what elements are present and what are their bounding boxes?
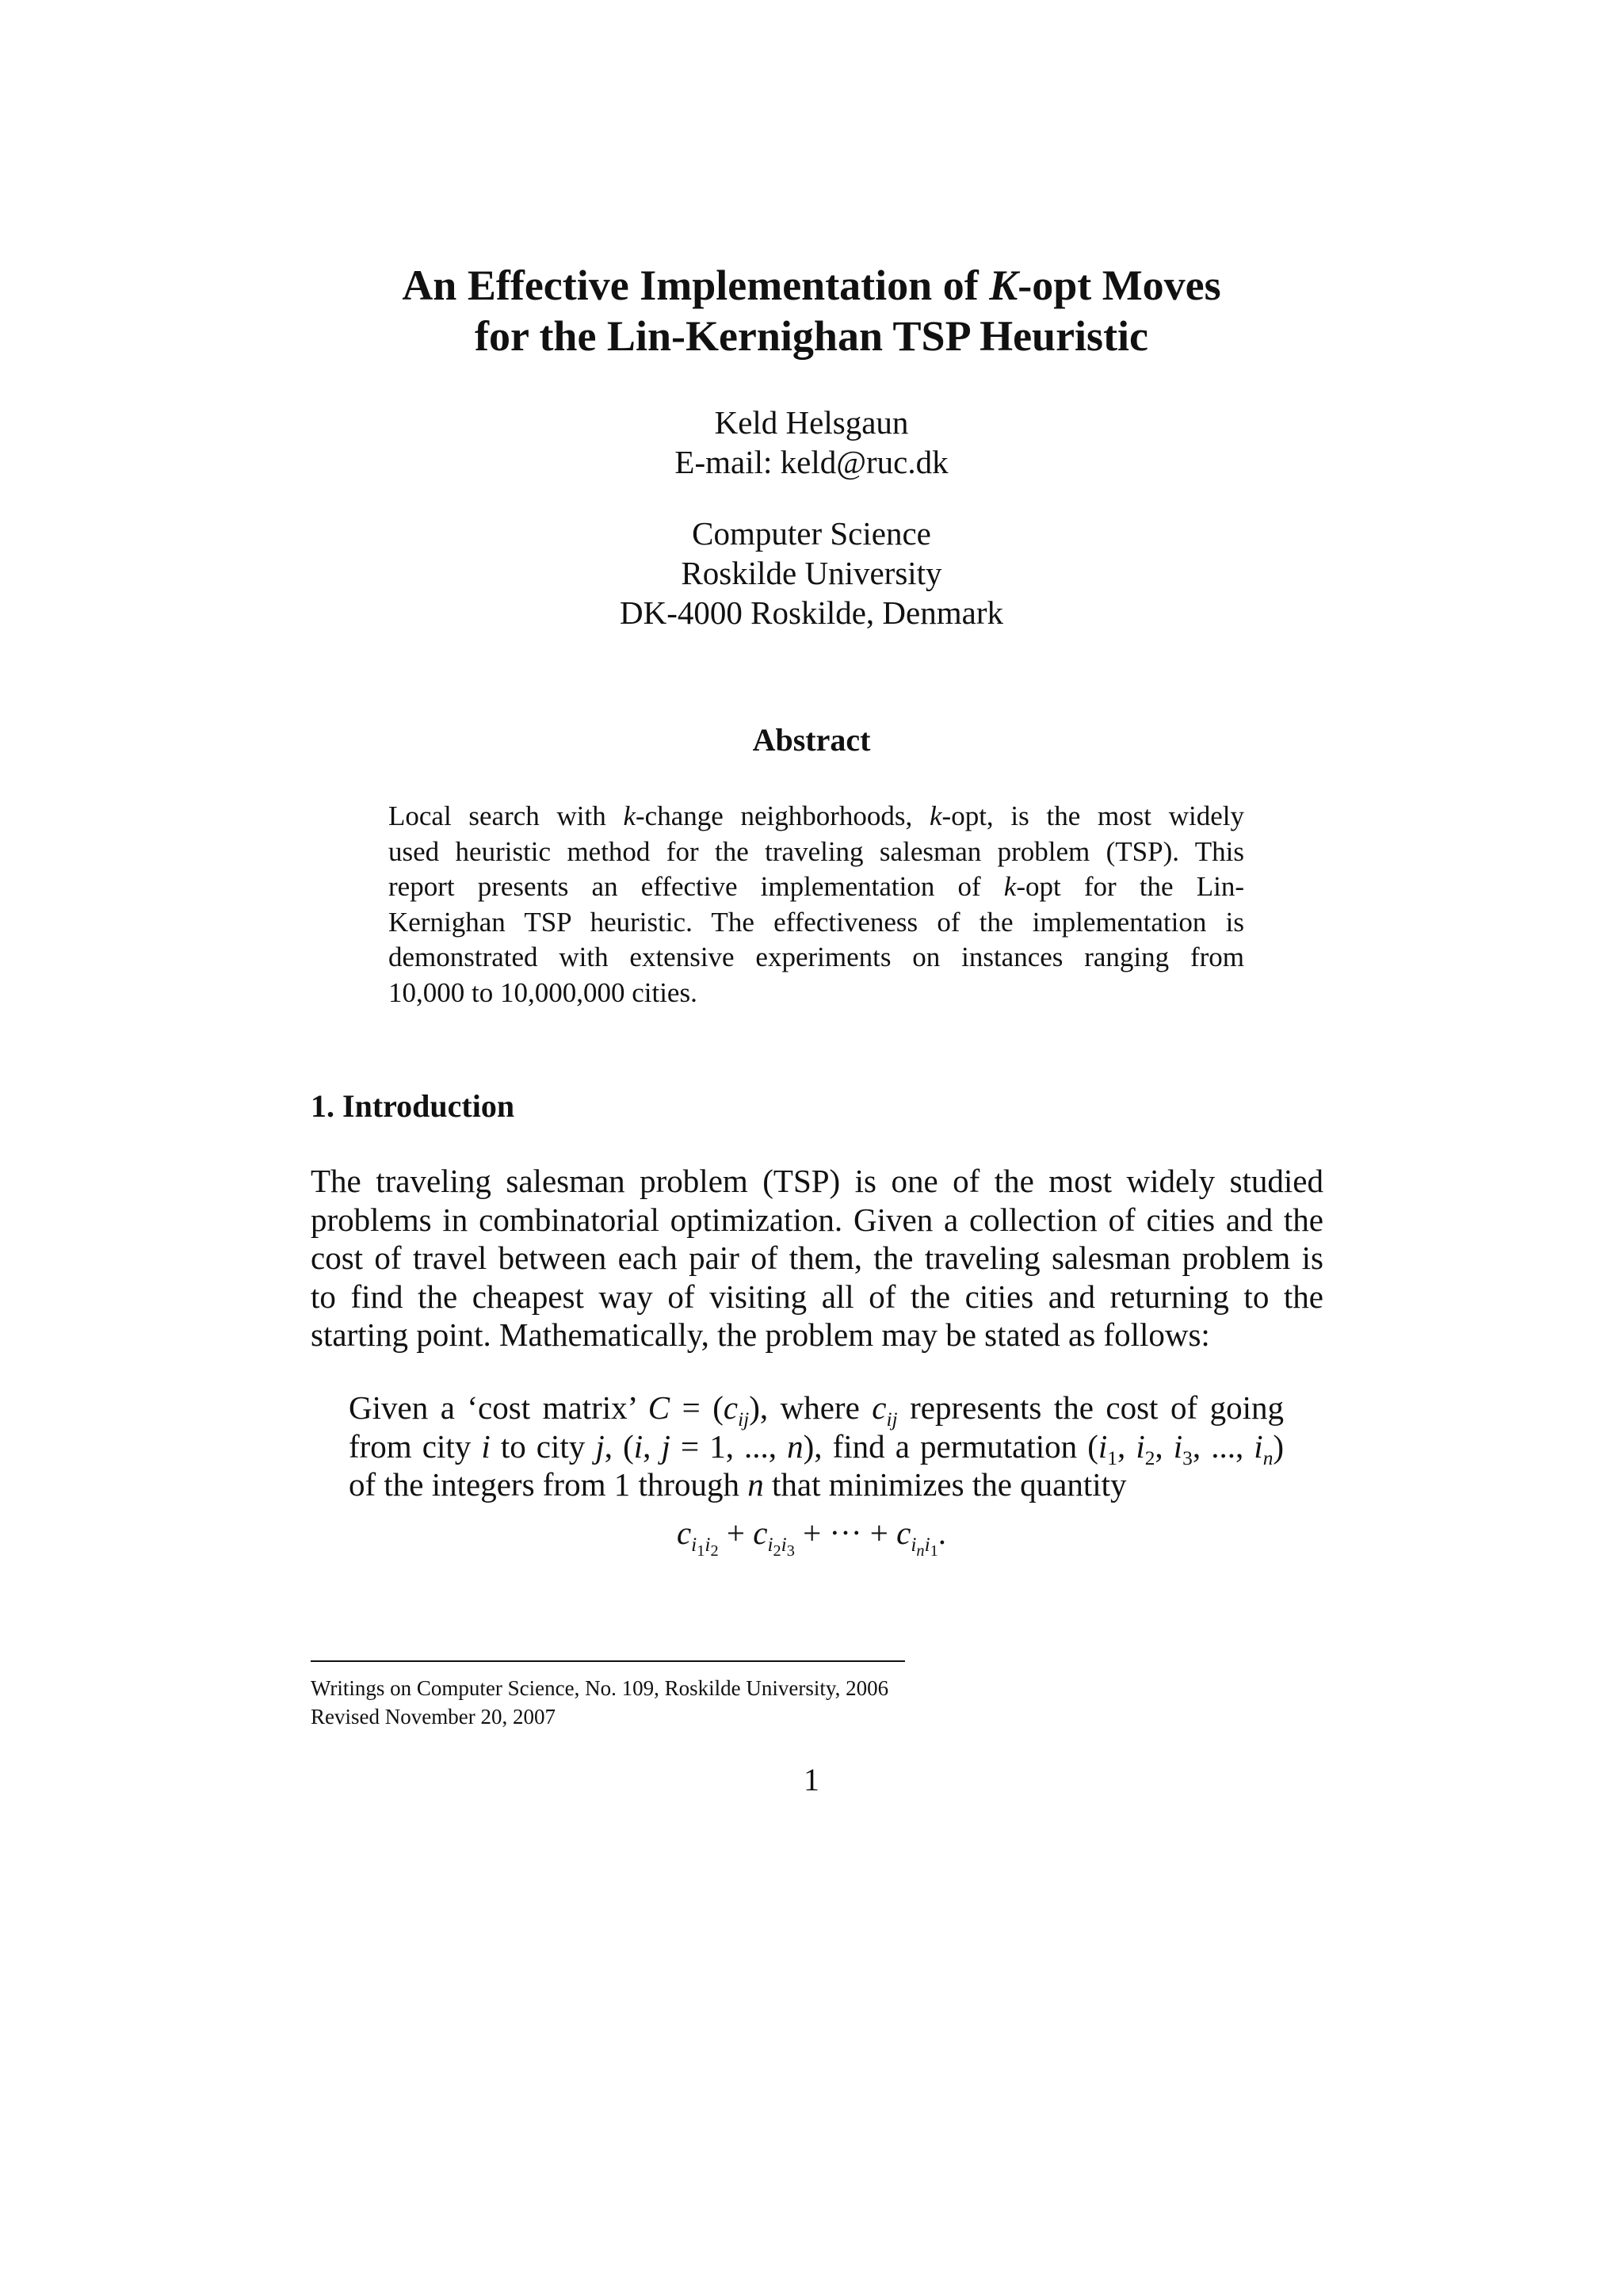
- intro-line: cost of travel between each pair of them, the traveling salesman problem is: [311, 1240, 1323, 1276]
- formula-symbol: +: [718, 1515, 754, 1551]
- problem-statement: [349, 1389, 1284, 1504]
- subscript: ij: [886, 1408, 898, 1431]
- text: j: [595, 1427, 605, 1465]
- affiliation-address: DK-4000 Roskilde, Denmark: [620, 594, 1003, 631]
- formula-symbol: i: [924, 1533, 930, 1556]
- text: n: [747, 1466, 764, 1503]
- abstract-line: demonstrated with extensive experiments on instances ranging from: [388, 942, 1244, 972]
- formula-symbol: .: [938, 1515, 947, 1551]
- text: i: [1254, 1427, 1263, 1465]
- title-text: An Effective Implementation of: [402, 262, 990, 309]
- objective-formula: [0, 1511, 1623, 1560]
- formula-symbol: 1: [697, 1541, 705, 1560]
- text: Local search with: [388, 800, 624, 831]
- abstract-heading: Abstract: [752, 722, 871, 758]
- text: = (: [670, 1389, 724, 1426]
- section-heading-introduction: 1. Introduction: [311, 1088, 515, 1124]
- text: -opt for the Lin-: [1016, 871, 1244, 902]
- text: from city: [349, 1427, 482, 1465]
- text: i: [1098, 1427, 1108, 1465]
- formula-symbol: i: [911, 1533, 917, 1556]
- intro-line: The traveling salesman problem (TSP) is one of the most widely studied: [311, 1163, 1323, 1199]
- formula-symbol: +: [861, 1515, 897, 1551]
- text: -change neighborhoods,: [636, 800, 930, 831]
- text: of the integers from 1 through: [349, 1466, 748, 1503]
- text: ), where: [749, 1389, 873, 1426]
- subscript: ij: [738, 1408, 750, 1431]
- formula-symbol: c: [896, 1515, 911, 1551]
- title-text: -opt Moves: [1018, 262, 1221, 309]
- affiliation-dept: Computer Science: [692, 515, 931, 552]
- text: that minimizes the quantity: [763, 1466, 1127, 1503]
- subscript: 3: [1182, 1446, 1193, 1469]
- text: to city: [490, 1427, 596, 1465]
- formula-symbol: i: [691, 1533, 697, 1556]
- formula-symbol: c: [676, 1515, 692, 1551]
- text: = 1, ...,: [670, 1427, 788, 1465]
- formula-symbol: c: [753, 1515, 768, 1551]
- title-line-1: [0, 260, 1623, 311]
- subscript: 2: [1144, 1446, 1155, 1469]
- footnote: [311, 1674, 888, 1731]
- text: c: [872, 1389, 887, 1426]
- title-k: K: [989, 262, 1018, 309]
- text: c: [723, 1389, 739, 1426]
- abstract-line: [388, 869, 1244, 905]
- text: -opt, is the most widely: [941, 800, 1245, 831]
- page-number: 1: [804, 1762, 819, 1797]
- intro-paragraph: [311, 1162, 1323, 1354]
- text: , ...,: [1192, 1427, 1254, 1465]
- formula-symbol: +: [794, 1515, 830, 1551]
- text: k: [930, 800, 942, 831]
- title-line-2: for the Lin-Kernighan TSP Heuristic: [474, 312, 1149, 360]
- abstract-line: 10,000 to 10,000,000 cities.: [388, 976, 697, 1008]
- problem-line: [349, 1465, 1284, 1504]
- text: represents the cost of going: [897, 1389, 1284, 1426]
- footnote-divider: [311, 1660, 905, 1662]
- text: Given a ‘cost matrix’: [349, 1389, 648, 1426]
- author-email: E-mail: keld@ruc.dk: [674, 444, 949, 480]
- text: report presents an effective implementation of: [388, 871, 1004, 902]
- footnote-line: Writings on Computer Science, No. 109, Roskilde University, 2006: [311, 1676, 889, 1700]
- formula-symbol: i: [781, 1533, 787, 1556]
- text: ,: [1155, 1427, 1174, 1465]
- subscript: 1: [1107, 1446, 1117, 1469]
- text: ,: [643, 1427, 662, 1465]
- text: j: [661, 1427, 670, 1465]
- formula-symbol: 1: [930, 1541, 938, 1560]
- text: n: [787, 1427, 804, 1465]
- paper-title: [0, 260, 1623, 361]
- text: ), find a permutation (: [803, 1427, 1098, 1465]
- abstract-line: Kernighan TSP heuristic. The effectiveness of the implementation is: [388, 906, 1244, 938]
- text: k: [1003, 871, 1017, 902]
- formula-symbol: i: [767, 1533, 773, 1556]
- text: i: [481, 1427, 491, 1465]
- text: ): [1273, 1427, 1285, 1465]
- abstract-line: [388, 799, 1244, 835]
- text: ,: [1117, 1427, 1136, 1465]
- subscript: n: [1262, 1446, 1274, 1469]
- intro-line: problems in combinatorial optimization. Given a collection of cities and the: [311, 1201, 1323, 1238]
- text: i: [1173, 1427, 1183, 1465]
- abstract-line: used heuristic method for the traveling salesman problem (TSP). This: [388, 835, 1244, 867]
- problem-line: [349, 1389, 1284, 1431]
- text: i: [1136, 1427, 1145, 1465]
- text: C: [647, 1389, 670, 1426]
- formula-symbol: n: [916, 1541, 925, 1560]
- formula-symbol: 2: [710, 1541, 719, 1560]
- author-block: [0, 403, 1623, 482]
- author-name: Keld Helsgaun: [714, 404, 909, 441]
- formula-symbol: ···: [829, 1515, 862, 1551]
- intro-line: to find the cheapest way of visiting all of the cities and returning to the: [311, 1278, 1323, 1315]
- formula-symbol: i: [705, 1533, 711, 1556]
- text: k: [623, 800, 636, 831]
- formula-symbol: 3: [786, 1541, 795, 1560]
- abstract-text: [388, 799, 1244, 1010]
- problem-line: [349, 1427, 1285, 1469]
- formula-symbol: 2: [773, 1541, 781, 1560]
- footnote-line: Revised November 20, 2007: [311, 1705, 556, 1729]
- affiliation-university: Roskilde University: [681, 555, 942, 591]
- text: i: [633, 1427, 643, 1465]
- intro-line: starting point. Mathematically, the problem may be stated as follows:: [311, 1316, 1210, 1353]
- affiliation-block: [0, 514, 1623, 632]
- text: , (: [604, 1427, 634, 1465]
